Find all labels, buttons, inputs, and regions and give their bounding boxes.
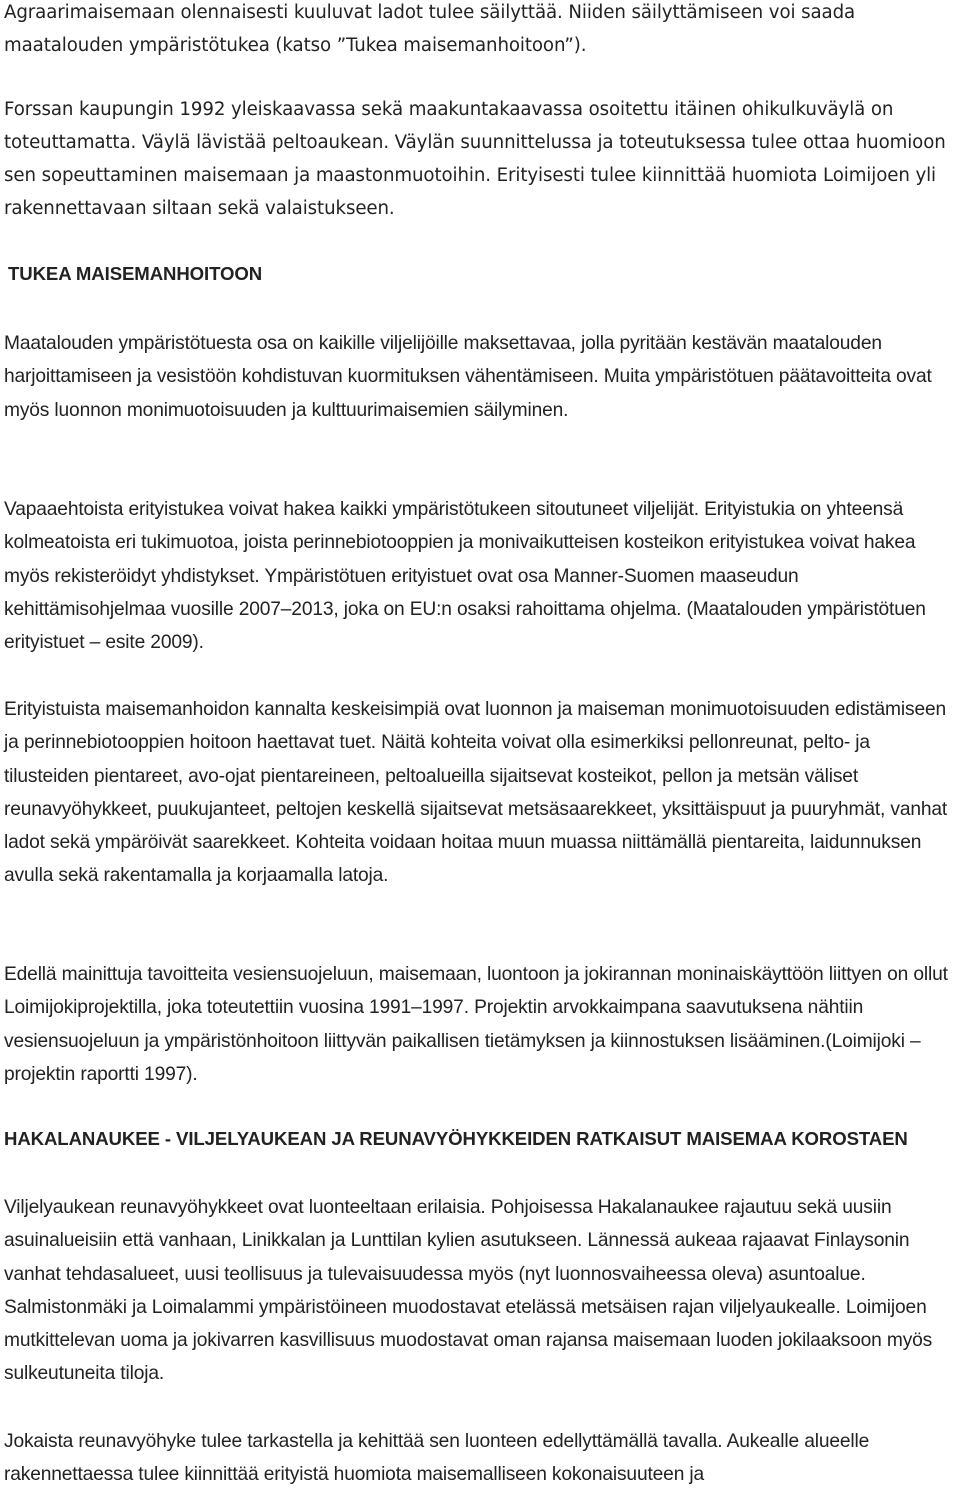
paragraph-edge-zones: Viljelyaukean reunavyöhykkeet ovat luonteeltaan erilaisia. Pohjoisessa Hakalanaukee rajautuu sekä uusiin asuinalueisiin että vanhaan, Linikkalan ja Lunttilan kylien asutukseen. Lännessä aukeaa rajaavat Finlaysonin vanhat tehdasalueet, uusi teollisuus ja tulevaisuudessa myös (nyt luonnosvaiheessa oleva) asuntoalue. Salmistonmäki ja Loimalammi ympäristöineen muodostavat etelässä metsäisen rajan viljelyaukealle. Loimijoen mutkittelevan uoma ja jokivarren kasvillisuus muodostavat oman rajansa maisemaan luoden jokilaaksoon myös sulkeutuneita tiloja. <box>4 1197 933 1385</box>
paragraph-edge-development: Jokaista reunavyöhyke tulee tarkastella ja kehittää sen luonteen edellyttämällä tavalla. Aukealle alueelle rakennettaessa tulee kiinnittää erityistä huomiota maisemalliseen kokonaisuuteen ja <box>4 1431 870 1486</box>
section-heading-hakalanaukee: HAKALANAUKEE - VILJELYAUKEAN JA REUNAVYÖHYKKEIDEN RATKAISUT MAISEMAA KOROSTAEN <box>4 1128 908 1149</box>
section-heading-support: TUKEA MAISEMANHOITOON <box>8 263 263 284</box>
paragraph-loimijoki-project: Edellä mainittuja tavoitteita vesiensuojeluun, maisemaan, luontoon ja jokirannan moninaiskäyttöön liittyen on ollut Loimijokiprojektilla, joka toteutettiin vuosina 1991–1997. Projektin arvokkaimpana saavutuksena nähtiin vesiensuojeluun ja ympäristönhoitoon liittyvän paikallisen tietämyksen ja kiinnostuksen lisääminen.(Loimijoki – projektin raportti 1997). <box>4 964 948 1085</box>
paragraph-special-support: Vapaaehtoista erityistukea voivat hakea kaikki ympäristötukeen sitoutuneet viljelijät. Erityistukia on yhteensä kolmeatoista eri tukimuotoa, joista perinnebiotooppien ja monivaikutteisen kosteikon erityistukea voivat hakea myös rekisteröidyt yhdistykset. Ympäristötuen erityistuet ovat osa Manner-Suomen maaseudun kehittämisohjelmaa vuosille 2007–2013, joka on EU:n osaksi rahoittama ohjelma. (Maatalouden ympäristötuen erityistuet – esite 2009). <box>4 499 926 654</box>
paragraph-barns: Agraarimaisemaan olennaisesti kuuluvat ladot tulee säilyttää. Niiden säilyttämiseen voi saada maatalouden ympäristötukea (katso ”Tukea maisemanhoitoon”). <box>4 2 856 56</box>
paragraph-environmental-support: Maatalouden ympäristötuesta osa on kaikille viljelijöille maksettavaa, jolla pyritään kestävän maatalouden harjoittamiseen ja vesistöön kohdistuvan kuormituksen vähentämiseen. Muita ympäristötuen päätavoitteita ovat myös luonnon monimuotoisuuden ja kulttuurimaisemien säilyminen. <box>4 333 932 421</box>
paragraph-landscape-management: Erityistuista maisemanhoidon kannalta keskeisimpiä ovat luonnon ja maiseman monimuotoisuuden edistämiseen ja perinnebiotooppien hoitoon haettavat tuet. Näitä kohteita voivat olla esimerkiksi pellonreunat, pelto- ja tilusteiden pientareet, avo-ojat pientareineen, peltoalueilla sijaitsevat kosteikot, pellon ja metsän väliset reunavyöhykkeet, puukujanteet, peltojen keskellä sijaitsevat metsäsaarekkeet, yksittäispuut ja puuryhmät, vanhat ladot sekä ympäröivät saarekkeet. Kohteita voidaan hoitaa muun muassa niittämällä pientareita, laidunnuksen avulla sekä rakentamalla ja korjaamalla latoja. <box>4 699 948 887</box>
paragraph-bypass-road: Forssan kaupungin 1992 yleiskaavassa sekä maakuntakaavassa osoitettu itäinen ohikulkuväylä on toteuttamatta. Väylä lävistää peltoaukean. Väylän suunnittelussa ja toteutuksessa tulee ottaa huomioon sen sopeuttaminen maisemaan ja maastonmuotoihin. Erityisesti tulee kiinnittää huomiota Loimijoen yli rakennettavaan siltaan sekä valaistukseen. <box>4 99 946 219</box>
